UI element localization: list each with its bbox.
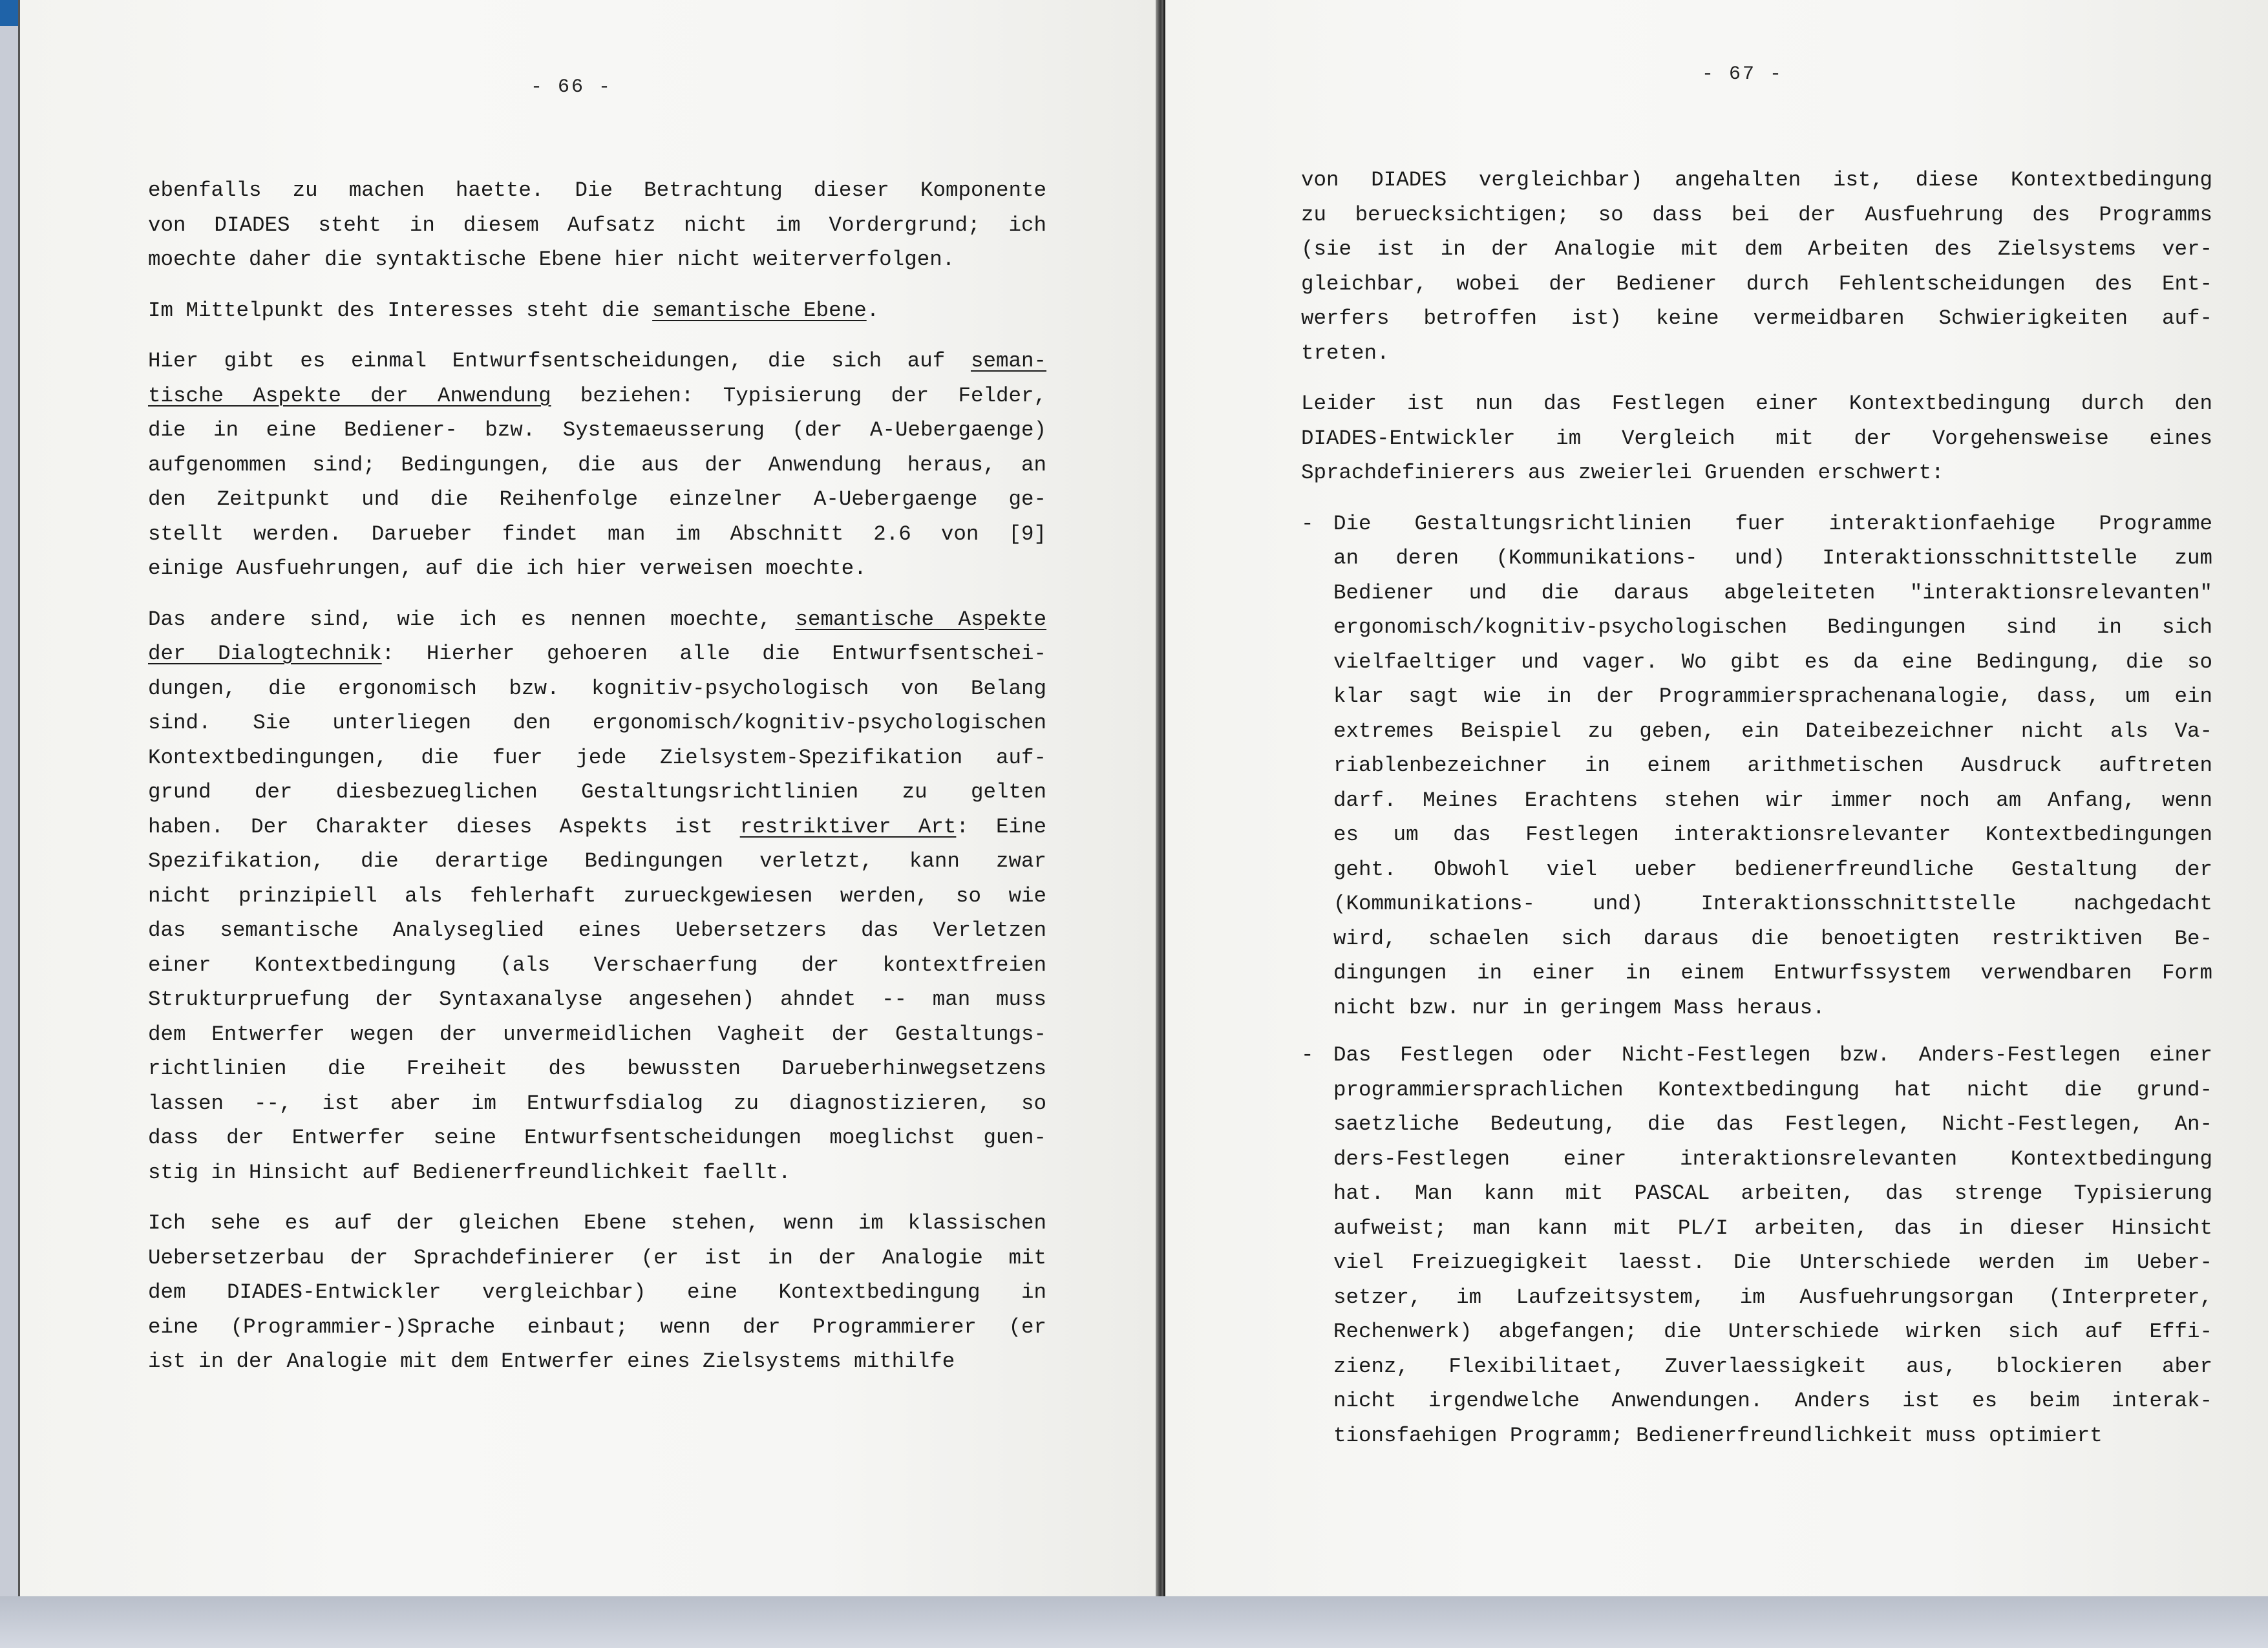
line-text: lassen --, ist aber im Entwurfsdialog zu diagnostizieren, so — [148, 1091, 1046, 1115]
text-line — [148, 1344, 1046, 1379]
line-text: hat. Man kann mit PASCAL arbeiten, das strenge Typisierung — [1333, 1181, 2212, 1205]
text-line — [148, 879, 1046, 914]
text-line — [1333, 956, 2212, 991]
line-text: Rechenwerk) abgefangen; die Unterschiede wirken sich auf Effi- — [1333, 1320, 2212, 1344]
text-line — [1301, 386, 2212, 421]
text-line — [148, 448, 1046, 483]
text-line — [1333, 922, 2212, 956]
line-text: richtlinien die Freiheit des bewussten Darueberhinwegsetzens — [148, 1057, 1046, 1081]
line-text: Spezifikation, die derartige Bedingungen verletzt, kann zwar — [148, 849, 1046, 873]
line-text: Ich sehe es auf der gleichen Ebene stehen, wenn im klassischen — [148, 1211, 1046, 1235]
text-line — [148, 482, 1046, 517]
text-line — [148, 173, 1046, 208]
line-text: Die Gestaltungsrichtlinien fuer interaktionfaehige Programme — [1333, 511, 2212, 536]
line-text: klar sagt wie in der Programmiersprachenanalogie, dass, um ein — [1333, 684, 2212, 708]
text-line — [148, 293, 1046, 328]
text-line — [1333, 1142, 2212, 1177]
text-line — [1333, 1315, 2212, 1349]
text-line — [148, 1206, 1046, 1241]
line-text: den Zeitpunkt und die Reihenfolge einzelner A-Uebergaenge ge- — [148, 487, 1046, 511]
text-line — [148, 982, 1046, 1017]
line-text: Das andere sind, wie ich es nennen moechte, — [148, 607, 796, 631]
line-text: : Hierher gehoeren alle die Entwurfsentschei- — [381, 642, 1046, 666]
paragraph — [148, 1206, 1046, 1379]
line-text: nicht bzw. nur in geringem Mass heraus. — [1333, 995, 1825, 1020]
line-text: Leider ist nun das Festlegen einer Kontextbedingung durch den — [1301, 392, 2212, 416]
scan-bottom-edge — [0, 1596, 2268, 1648]
line-text: zu beruecksichtigen; so dass bei der Ausfuehrung des Programms — [1301, 202, 2212, 227]
line-text: einige Ausfuehrungen, auf die ich hier verweisen moechte. — [148, 556, 867, 580]
paragraph — [148, 173, 1046, 277]
text-line — [1301, 232, 2212, 267]
text-line — [148, 1310, 1046, 1345]
paragraph — [148, 602, 1046, 1190]
underlined-term: restriktiver Art — [739, 814, 957, 839]
underlined-term: tische Aspekte der Anwendung — [148, 383, 551, 408]
paragraph — [1301, 386, 2212, 491]
line-text: dem Entwerfer wegen der unvermeidlichen Vagheit der Gestaltungs- — [148, 1022, 1046, 1046]
line-text: ders-Festlegen einer interaktionsrelevanten Kontextbedingung — [1333, 1146, 2212, 1171]
line-text: eine (Programmier-)Sprache einbaut; wenn der Programmierer (er — [148, 1315, 1046, 1339]
line-text: werfers betroffen ist) keine vermeidbaren Schwierigkeiten auf- — [1301, 306, 2212, 330]
line-text: ist in der Analogie mit dem Entwerfer eines Zielsystems mithilfe — [148, 1349, 955, 1373]
line-text: wird, schaelen sich daraus die benoetigten restriktiven Be- — [1333, 926, 2212, 951]
text-line — [1333, 1419, 2212, 1453]
line-text: die in eine Bediener- bzw. Systemaeusserung (der A-Uebergaenge) — [148, 418, 1046, 442]
text-line — [148, 551, 1046, 586]
text-line — [148, 1275, 1046, 1310]
line-text: an deren (Kommunikations- und) Interaktionsschnittstelle zum — [1333, 546, 2212, 570]
list-dash: - — [1301, 1043, 1314, 1067]
line-text: dass der Entwerfer seine Entwurfsentscheidungen moeglichst guen- — [148, 1126, 1046, 1150]
right-page-body — [1301, 163, 2212, 1466]
line-text: Das Festlegen oder Nicht-Festlegen bzw. Anders-Festlegen einer — [1333, 1043, 2212, 1067]
underlined-term: semantische Aspekte — [795, 607, 1046, 631]
line-text: (sie ist in der Analogie mit dem Arbeiten des Zielsystems ver- — [1301, 237, 2212, 261]
line-text: gleichbar, wobei der Bediener durch Fehlentscheidungen des Ent- — [1301, 271, 2212, 296]
text-line — [1333, 783, 2212, 818]
right-page — [1163, 0, 2268, 1596]
text-line — [148, 1051, 1046, 1086]
line-text: Kontextbedingungen, die fuer jede Zielsystem-Spezifikation auf- — [148, 745, 1046, 770]
underlined-term: der Dialogtechnik — [148, 642, 382, 666]
line-text: Uebersetzerbau der Sprachdefinierer (er ist in der Analogie mit — [148, 1245, 1046, 1270]
line-text: Sprachdefinierers aus zweierlei Gruenden erschwert: — [1301, 461, 1944, 485]
text-line — [1333, 1245, 2212, 1280]
line-text: zienz, Flexibilitaet, Zuverlaessigkeit aus, blockieren aber — [1333, 1354, 2212, 1379]
text-line — [1333, 1038, 2212, 1073]
list-dash: - — [1301, 511, 1314, 536]
line-text: dem DIADES-Entwickler vergleichbar) eine Kontextbedingung in — [148, 1280, 1046, 1304]
line-text: darf. Meines Erachtens stehen wir immer noch am Anfang, wenn — [1333, 788, 2212, 812]
text-line — [1333, 1211, 2212, 1246]
text-line — [1333, 991, 2212, 1026]
text-line — [1333, 1280, 2212, 1315]
underlined-term: semantische Ebene — [652, 298, 867, 322]
text-line — [148, 344, 1046, 379]
line-text: treten. — [1301, 341, 1390, 365]
text-line — [148, 671, 1046, 706]
text-line — [1301, 421, 2212, 456]
line-text: viel Freizuegigkeit laesst. Die Unterschiede werden im Ueber- — [1333, 1251, 2212, 1274]
list-item — [1301, 1038, 2212, 1453]
line-text: von DIADES vergleichbar) angehalten ist, diese Kontextbedingung — [1301, 168, 2212, 192]
left-page-body — [148, 173, 1046, 1395]
line-text: aufweist; man kann mit PL/I arbeiten, das in dieser Hinsicht — [1333, 1216, 2212, 1240]
line-text: ergonomisch/kognitiv-psychologischen Bedingungen sind in sich — [1333, 615, 2212, 639]
text-line — [148, 242, 1046, 277]
line-text: Im Mittelpunkt des Interesses steht die — [148, 298, 653, 322]
underlined-term: seman- — [970, 349, 1046, 373]
page-number-left: - 66 - — [531, 76, 613, 98]
line-text: vielfaeltiger und vager. Wo gibt es da eine Bedingung, die so — [1333, 650, 2212, 674]
page-number-right: - 67 - — [1702, 63, 1784, 85]
text-line — [1301, 336, 2212, 371]
text-line — [148, 810, 1046, 845]
line-text: Bediener und die daraus abgeleiteten "interaktionsrelevanten" — [1333, 580, 2212, 605]
text-line — [1333, 852, 2212, 887]
text-line — [1333, 887, 2212, 922]
text-line — [148, 379, 1046, 414]
line-text: programmiersprachlichen Kontextbedingung hat nicht die grund- — [1333, 1077, 2212, 1102]
line-text: setzer, im Laufzeitsystem, im Ausfuehrungsorgan (Interpreter, — [1333, 1285, 2212, 1309]
text-line — [1333, 645, 2212, 680]
text-line — [1333, 1384, 2212, 1419]
line-text: moechte daher die syntaktische Ebene hier nicht weiterverfolgen. — [148, 248, 955, 271]
line-text: nicht irgendwelche Anwendungen. Anders ist es beim interak- — [1333, 1389, 2212, 1413]
line-text: stig in Hinsicht auf Bedienerfreundlichkeit faellt. — [148, 1160, 791, 1185]
line-text: grund der diesbezueglichen Gestaltungsrichtlinien zu gelten — [148, 780, 1046, 804]
line-text: es um das Festlegen interaktionsrelevanter Kontextbedingungen — [1333, 823, 2212, 847]
text-line — [1333, 1073, 2212, 1108]
line-text: DIADES-Entwickler im Vergleich mit der Vorgehensweise eines — [1301, 426, 2212, 450]
text-line — [1333, 1107, 2212, 1142]
line-text: (Kommunikations- und) Interaktionsschnittstelle nachgedacht — [1333, 892, 2212, 916]
text-line — [1333, 610, 2212, 645]
text-line — [1333, 541, 2212, 576]
text-line — [148, 413, 1046, 448]
line-text: Strukturpruefung der Syntaxanalyse angesehen) ahndet -- man muss — [148, 988, 1046, 1011]
text-line — [1333, 507, 2212, 542]
text-line — [148, 913, 1046, 948]
text-line — [148, 775, 1046, 810]
paragraph — [1301, 163, 2212, 370]
text-line — [148, 1017, 1046, 1052]
text-line — [148, 208, 1046, 243]
line-text: dingungen in einer in einem Entwurfssystem verwendbaren Form — [1333, 961, 2212, 985]
line-text: Hier gibt es einmal Entwurfsentscheidungen, die sich auf — [148, 349, 971, 373]
text-line — [148, 1241, 1046, 1276]
line-text: einer Kontextbedingung (als Verschaerfung der kontextfreien — [148, 953, 1046, 977]
line-text: dungen, die ergonomisch bzw. kognitiv-psychologisch von Belang — [148, 676, 1046, 701]
line-text: sind. Sie unterliegen den ergonomisch/kognitiv-psychologischen — [148, 711, 1046, 735]
line-text: haben. Der Charakter dieses Aspekts ist — [148, 814, 740, 839]
text-line — [148, 517, 1046, 552]
text-line — [1301, 267, 2212, 302]
line-text: stellt werden. Darueber findet man im Abschnitt 2.6 von [9] — [148, 522, 1046, 546]
line-text: das semantische Analyseglied eines Uebersetzers das Verletzen — [148, 918, 1046, 942]
text-line — [1333, 714, 2212, 749]
line-text: extremes Beispiel zu geben, ein Dateibezeichner nicht als Va- — [1333, 719, 2212, 743]
text-line — [1333, 818, 2212, 852]
text-line — [1301, 456, 2212, 491]
line-text: von DIADES steht in diesem Aufsatz nicht im Vordergrund; ich — [148, 213, 1046, 237]
text-line — [1333, 679, 2212, 714]
paragraph — [148, 344, 1046, 586]
text-line — [148, 1156, 1046, 1190]
line-text: tionsfaehigen Programm; Bedienerfreundlichkeit muss optimiert — [1333, 1423, 2103, 1448]
text-line — [1301, 198, 2212, 233]
text-line — [148, 602, 1046, 637]
text-line — [1333, 576, 2212, 611]
text-line — [148, 1086, 1046, 1121]
line-text: geht. Obwohl viel ueber bedienerfreundliche Gestaltung der — [1333, 857, 2212, 882]
text-line — [148, 1121, 1046, 1156]
line-text: beziehen: Typisierung der Felder, — [551, 383, 1046, 408]
line-text: ebenfalls zu machen haette. Die Betrachtung dieser Komponente — [148, 178, 1046, 202]
text-line — [1301, 301, 2212, 336]
line-text: nicht prinzipiell als fehlerhaft zurueckgewiesen werden, so wie — [148, 883, 1046, 908]
line-text: : Eine — [956, 814, 1046, 839]
text-line — [1301, 163, 2212, 198]
line-text: riablenbezeichner in einem arithmetischen Ausdruck auftreten — [1333, 754, 2212, 777]
text-line — [148, 706, 1046, 741]
text-line — [148, 948, 1046, 983]
line-text: aufgenommen sind; Bedingungen, die aus der Anwendung heraus, an — [148, 452, 1046, 477]
text-line — [148, 637, 1046, 671]
text-line — [1333, 748, 2212, 783]
line-text: saetzliche Bedeutung, die das Festlegen, Nicht-Festlegen, An- — [1333, 1112, 2212, 1136]
list-item — [1301, 507, 2212, 1026]
text-line — [1333, 1176, 2212, 1211]
text-line — [148, 844, 1046, 879]
left-page — [18, 0, 1159, 1596]
text-line — [1333, 1349, 2212, 1384]
line-text: . — [866, 298, 880, 322]
text-line — [148, 741, 1046, 776]
paragraph — [148, 293, 1046, 328]
